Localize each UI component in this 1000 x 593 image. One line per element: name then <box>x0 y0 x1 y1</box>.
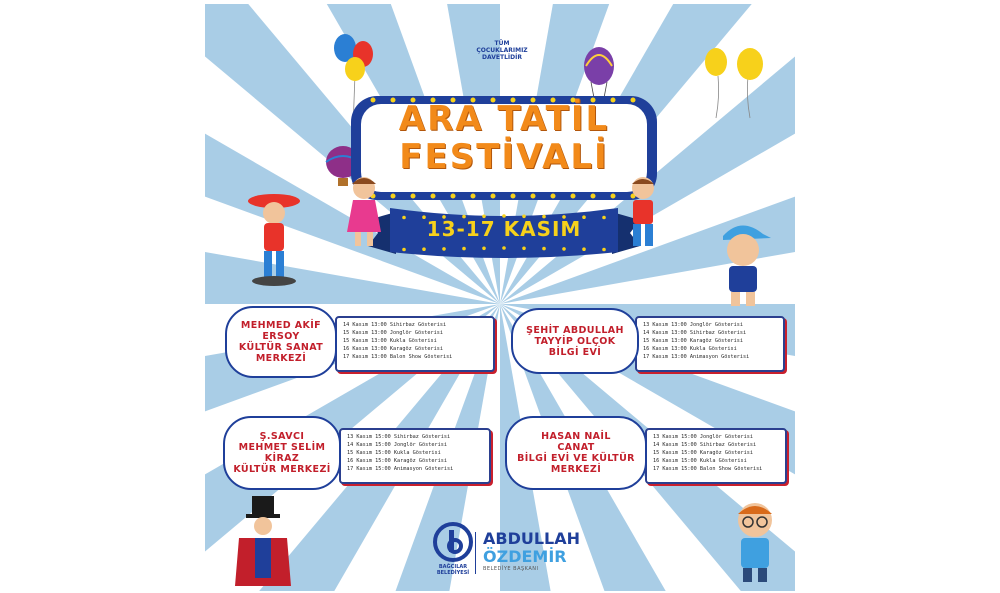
schedule-row: 17 Kasım 15:00 Balon Show Gösterisi <box>653 466 763 472</box>
schedule-row: 16 Kasım 15:00 Kukla Gösterisi <box>653 458 747 464</box>
schedule-row: 16 Kasım 13:00 Kukla Gösterisi <box>643 346 737 352</box>
schedule-card-2 <box>635 316 785 372</box>
schedule-row: 15 Kasım 13:00 Jonglör Gösterisi <box>343 330 443 336</box>
cap-boy-character <box>705 214 779 309</box>
venue-name-line: BİLGİ EVİ <box>548 346 602 358</box>
invitation-badge <box>457 40 547 61</box>
venue-name-line: BİLGİ EVİ VE KÜLTÜR <box>517 453 635 464</box>
venue-name-line: KİRAZ <box>264 453 300 464</box>
ribbon-dot <box>522 247 526 251</box>
glasses-boy-character <box>725 494 785 586</box>
mayor-first-name: ABDULLAH <box>483 529 581 548</box>
schedule-row: 17 Kasım 13:00 Animasyon Gösterisi <box>643 354 750 360</box>
invitation-line: DAVETLİDİR <box>482 54 522 61</box>
venue-name-line: MEHMET SELİM <box>238 442 326 453</box>
mayor-signature <box>483 530 593 573</box>
marquee-bulb <box>411 194 416 199</box>
schedule-row: 15 Kasım 13:00 Kukla Gösterisi <box>343 338 437 344</box>
venue-name-cloud-4 <box>505 416 647 490</box>
municipality-line: BAĞCILAR <box>438 564 468 570</box>
schedule-row: 14 Kasım 15:00 Sihirbaz Gösterisi <box>653 442 757 448</box>
schedule-row: 17 Kasım 15:00 Animasyon Gösterisi <box>347 466 454 472</box>
venue-name-line: CANAT <box>557 442 595 453</box>
schedule-row: 14 Kasım 13:00 Sihirbaz Gösterisi <box>643 330 747 336</box>
ribbon-dot <box>422 247 426 251</box>
marquee-bulb <box>451 194 456 199</box>
festival-title <box>355 100 653 176</box>
ribbon-dot <box>462 247 466 251</box>
venue-name-line: KÜLTÜR SANAT <box>238 342 324 353</box>
marquee-bulb <box>611 194 616 199</box>
venue-name-line: ŞEHİT ABDULLAH <box>526 324 624 336</box>
venue-name-cloud-1 <box>225 306 337 378</box>
venue-name-cloud-2 <box>511 308 639 374</box>
ribbon-dot <box>442 247 446 251</box>
venue-name-cloud-3 <box>223 416 341 490</box>
marquee-bulb <box>511 194 516 199</box>
marquee-bulb <box>531 194 536 199</box>
marquee-bulb <box>431 194 436 199</box>
ribbon-dot <box>562 247 566 251</box>
venue-name-line: Ş.SAVCI <box>259 431 305 442</box>
schedule-row: 13 Kasım 15:00 Jonglör Gösterisi <box>653 434 753 440</box>
festival-poster <box>205 4 795 591</box>
schedule-row: 16 Kasım 15:00 Karagöz Gösterisi <box>347 458 447 464</box>
invitation-line: TÜM <box>494 40 510 47</box>
schedule-card-3 <box>339 428 491 484</box>
cowboy-character <box>238 189 308 289</box>
title-line-1: ARA TATİL <box>398 99 610 139</box>
schedule-card-4 <box>645 428 787 484</box>
venue-name-line: HASAN NAİL <box>541 431 611 442</box>
schedule-row: 16 Kasım 13:00 Karagöz Gösterisi <box>343 346 443 352</box>
marquee-bulb <box>571 194 576 199</box>
marquee-bulb <box>491 194 496 199</box>
date-text: 13-17 KASIM <box>426 217 582 241</box>
schedule-card-1 <box>335 316 495 372</box>
mayor-last-name: ÖZDEMİR <box>483 547 567 566</box>
schedule-row: 15 Kasım 15:00 Kukla Gösterisi <box>347 450 441 456</box>
ribbon-dot <box>402 248 406 252</box>
title-line-2: FESTİVALİ <box>399 137 609 177</box>
venue-name-line: ERSOY <box>262 331 300 342</box>
ribbon-dot <box>482 247 486 251</box>
municipality-line: BELEDİYESİ <box>436 570 470 576</box>
mayor-title: BELEDİYE BAŞKANI <box>483 566 539 572</box>
schedule-row: 15 Kasım 15:00 Karagöz Gösterisi <box>653 450 753 456</box>
marquee-bulb <box>471 194 476 199</box>
schedule-row: 13 Kasım 15:00 Sihirbaz Gösterisi <box>347 434 451 440</box>
girl-character <box>339 174 389 249</box>
municipality-name <box>427 564 479 576</box>
marquee-bulb <box>391 194 396 199</box>
schedule-row: 14 Kasım 15:00 Jonglör Gösterisi <box>347 442 447 448</box>
venue-name-line: TAYYİP OLÇOK <box>534 335 616 347</box>
schedule-row: 17 Kasım 13:00 Balon Show Gösterisi <box>343 354 453 360</box>
footer-divider <box>475 532 476 574</box>
venue-name-line: MEHMED AKİF <box>240 320 322 331</box>
schedule-row: 15 Kasım 13:00 Karagöz Gösterisi <box>643 338 743 344</box>
date-banner <box>395 217 613 241</box>
ribbon-dot <box>602 248 606 252</box>
municipality-logo-icon <box>433 522 473 562</box>
ribbon-dot <box>582 247 586 251</box>
venue-name-line: MERKEZİ <box>255 353 307 364</box>
yellow-balloons <box>700 46 770 121</box>
venue-name-line: MERKEZİ <box>550 464 602 475</box>
magician-character <box>233 494 293 589</box>
schedule-row: 14 Kasım 13:00 Sihirbaz Gösterisi <box>343 322 447 328</box>
boy-character <box>617 174 669 254</box>
schedule-row: 13 Kasım 13:00 Jonglör Gösterisi <box>643 322 743 328</box>
invitation-line: ÇOCUKLARIMIZ <box>476 47 528 54</box>
marquee-bulb <box>551 194 556 199</box>
venue-name-line: KÜLTÜR MERKEZİ <box>233 464 331 475</box>
marquee-bulb <box>591 194 596 199</box>
ribbon-dot <box>502 246 506 250</box>
ribbon-dot <box>542 247 546 251</box>
